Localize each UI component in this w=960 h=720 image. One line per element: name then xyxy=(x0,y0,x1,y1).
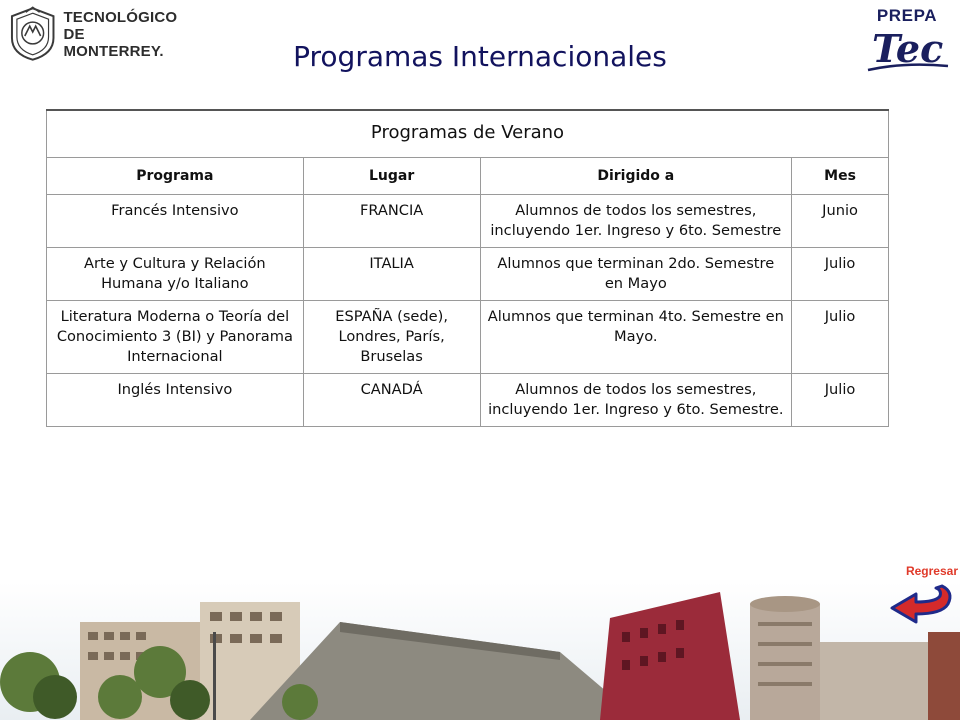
regresar-button[interactable] xyxy=(886,578,956,626)
cell-dirigido: Alumnos que terminan 4to. Semestre en Mayo. xyxy=(480,301,792,374)
table-row xyxy=(47,301,889,374)
cell-lugar: CANADÁ xyxy=(303,374,480,427)
cell-dirigido: Alumnos de todos los semestres, incluyendo 1er. Ingreso y 6to. Semestre. xyxy=(480,374,792,427)
cell-programa: Arte y Cultura y Relación Humana y/o Italiano xyxy=(47,248,304,301)
cell-mes: Julio xyxy=(792,301,889,374)
cell-lugar: FRANCIA xyxy=(303,195,480,248)
table-caption: Programas de Verano xyxy=(47,110,889,158)
cell-lugar: ESPAÑA (sede), Londres, París, Bruselas xyxy=(303,301,480,374)
cell-dirigido: Alumnos que terminan 2do. Semestre en Mayo xyxy=(480,248,792,301)
cell-mes: Julio xyxy=(792,374,889,427)
cell-dirigido: Alumnos de todos los semestres, incluyendo 1er. Ingreso y 6to. Semestre xyxy=(480,195,792,248)
logo-line-1: TECNOLÓGICO xyxy=(63,8,178,26)
summer-programs-table xyxy=(46,109,889,427)
column-header-dirigido: Dirigido a xyxy=(480,158,792,195)
table-row xyxy=(47,195,889,248)
cell-lugar: ITALIA xyxy=(303,248,480,301)
logo-line-2: DE MONTERREY. xyxy=(63,25,164,60)
page-title: Programas Internacionales xyxy=(293,40,667,73)
cell-programa: Inglés Intensivo xyxy=(47,374,304,427)
column-header-lugar: Lugar xyxy=(303,158,480,195)
column-header-programa: Programa xyxy=(47,158,304,195)
cell-programa: Francés Intensivo xyxy=(47,195,304,248)
column-header-mes: Mes xyxy=(792,158,889,195)
cell-mes: Julio xyxy=(792,248,889,301)
table-row xyxy=(47,248,889,301)
campus-buildings-image xyxy=(0,582,960,720)
regresar-label: Regresar xyxy=(905,564,958,578)
table-row xyxy=(47,374,889,427)
cell-mes: Junio xyxy=(792,195,889,248)
cell-programa: Literatura Moderna o Teoría del Conocimiento 3 (BI) y Panorama Internacional xyxy=(47,301,304,374)
tec-script-text: Tec xyxy=(872,26,944,71)
back-arrow-icon xyxy=(886,578,956,626)
prepa-word: PREPA xyxy=(876,6,938,25)
